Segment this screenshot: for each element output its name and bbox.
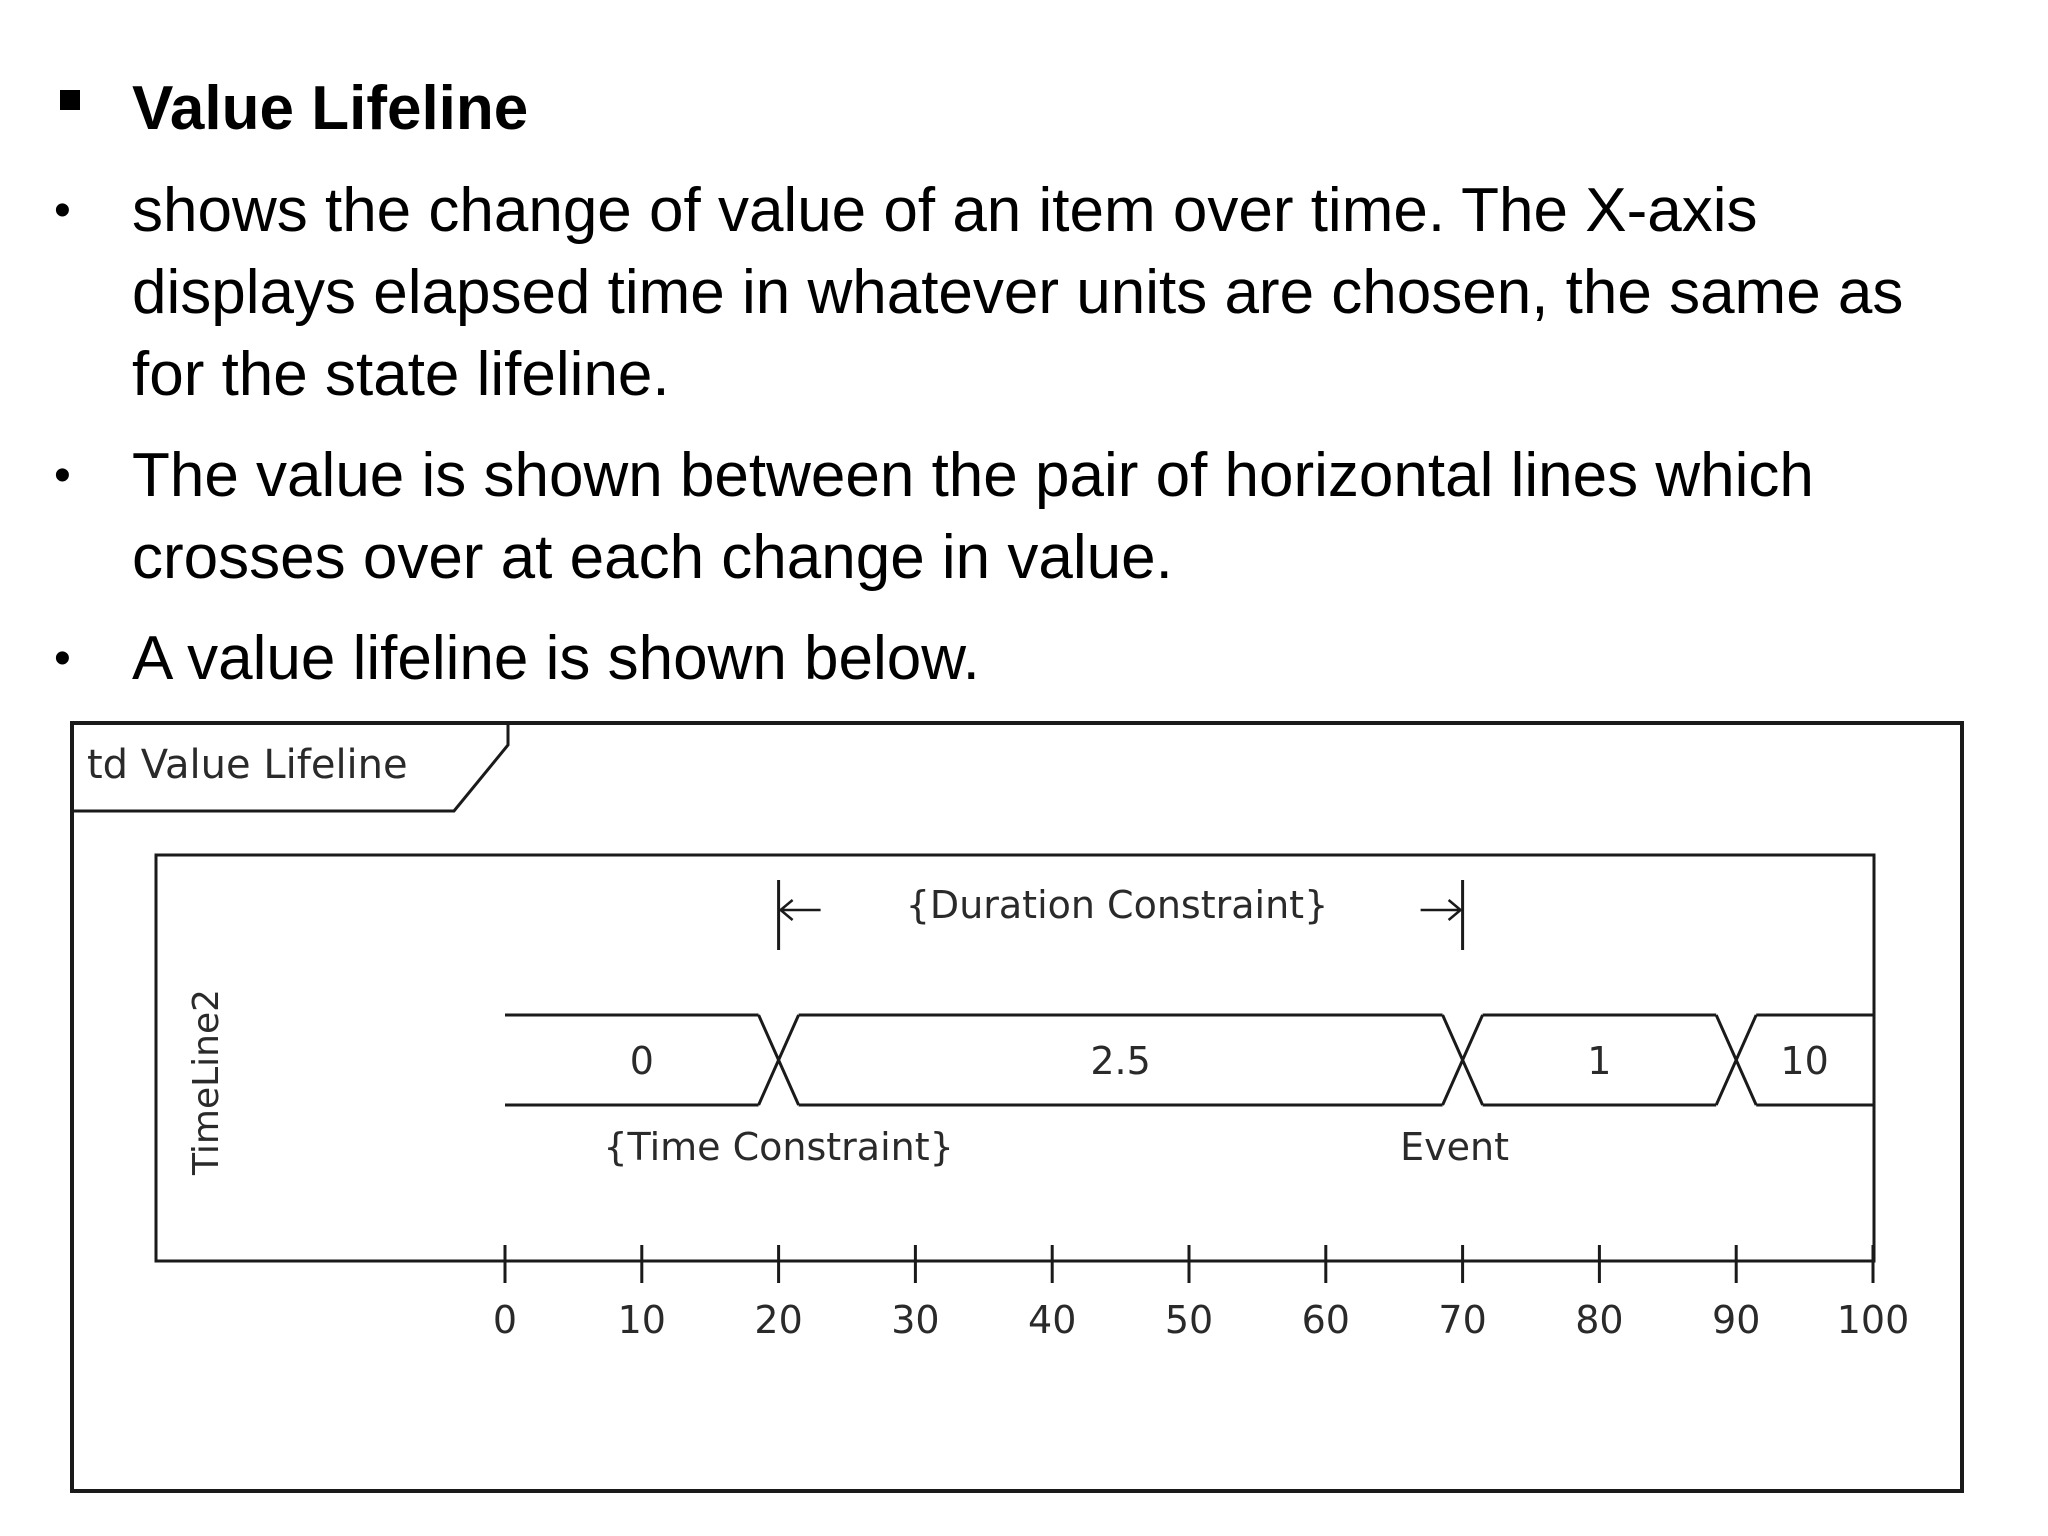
axis-tick-label: 50 <box>1164 1298 1214 1342</box>
value-label: 10 <box>1780 1039 1829 1083</box>
bullet-dot-icon: • <box>54 632 71 685</box>
axis-tick-label: 70 <box>1438 1298 1487 1342</box>
frame-label: td Value Lifeline <box>87 742 408 788</box>
bullet-1-line-2: displays elapsed time in whatever units are chosen, the same as <box>132 258 1904 327</box>
time-axis <box>493 1245 1909 1342</box>
event-label: Event <box>1400 1125 1510 1169</box>
axis-tick-label: 90 <box>1712 1298 1761 1342</box>
value-label: 2.5 <box>1090 1039 1151 1083</box>
value-label: 1 <box>1587 1039 1612 1083</box>
diagram-frame <box>72 723 1962 1491</box>
duration-left-arrow-icon <box>781 900 821 920</box>
axis-tick-label: 60 <box>1301 1298 1350 1342</box>
lifeline-name: TimeLine2 <box>186 988 227 1175</box>
slide-heading: Value Lifeline <box>132 74 529 143</box>
bullet-1-line-1: shows the change of value of an item over time. The X-axis <box>132 176 1758 245</box>
value-crossover <box>1716 1015 1756 1105</box>
axis-tick-label: 80 <box>1575 1298 1624 1342</box>
bullet-dot-icon: • <box>54 449 71 502</box>
bullet-3-line-1: A value lifeline is shown below. <box>132 624 980 693</box>
axis-tick-label: 0 <box>492 1298 518 1342</box>
value-label: 0 <box>629 1039 654 1083</box>
axis-tick-label: 10 <box>617 1298 666 1342</box>
duration-constraint <box>779 880 1463 950</box>
bullet-2-line-2: crosses over at each change in value. <box>132 523 1173 592</box>
axis-tick-label: 30 <box>891 1298 940 1342</box>
duration-constraint-label: {Duration Constraint} <box>905 883 1329 927</box>
bullet-dot-icon: • <box>54 184 71 237</box>
axis-tick-label: 40 <box>1028 1298 1077 1342</box>
value-crossover <box>1443 1015 1483 1105</box>
axis-tick-label: 20 <box>754 1298 803 1342</box>
value-crossover <box>759 1015 799 1105</box>
bullet-1-line-3: for the state lifeline. <box>132 340 670 409</box>
value-lifeline <box>505 1015 1873 1105</box>
duration-right-arrow-icon <box>1421 900 1461 920</box>
axis-tick-label: 100 <box>1836 1298 1910 1342</box>
bullet-2-line-1: The value is shown between the pair of horizontal lines which <box>132 441 1814 510</box>
time-constraint-label: {Time Constraint} <box>603 1125 954 1169</box>
